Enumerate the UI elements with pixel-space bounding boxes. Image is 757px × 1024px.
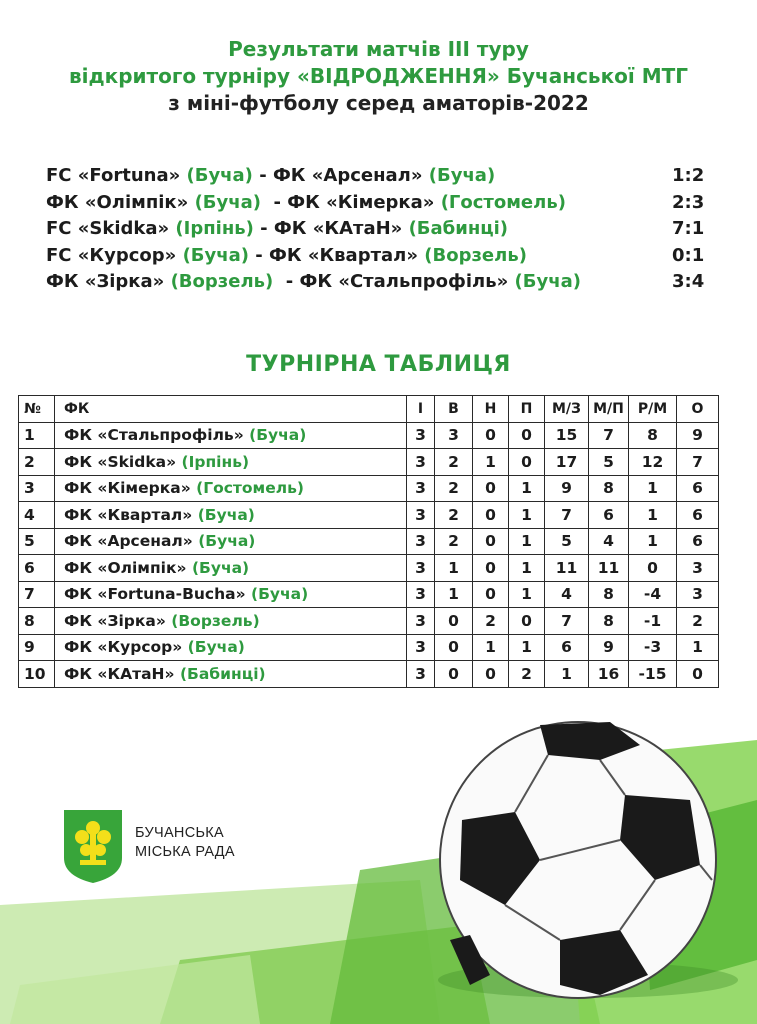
cell-points: 9 [677,422,719,449]
cell-points: 6 [677,475,719,502]
cell-goal-diff: -1 [629,608,677,635]
away-team: ФК «Арсенал» [272,165,423,186]
cell-team [55,555,407,582]
cell-wins: 2 [435,475,473,502]
match-score: 2:3 [672,191,705,213]
match-score: 3:4 [672,271,705,292]
table-row [19,608,719,635]
cell-team [55,449,407,476]
col-header-losses: П [509,396,545,423]
cell-team [55,502,407,529]
col-header-wins: В [435,396,473,423]
away-team: ФК «КАтаН» [273,218,403,239]
team-city: (Буча) [251,585,309,604]
cell-number: 9 [19,634,55,661]
match-score: 0:1 [672,244,705,266]
away-team: ФК «Квартал» [269,244,418,266]
cell-losses: 1 [509,581,545,608]
home-team: FC «Курсор» [46,244,177,266]
cell-wins: 0 [435,661,473,688]
cell-goal-diff: 1 [629,475,677,502]
col-header-team: ФК [55,396,407,423]
cell-draws: 2 [473,608,509,635]
away-city: (Ворзель) [424,244,527,266]
cell-goal-diff: 0 [629,555,677,582]
col-header-goal-diff: Р/М [629,396,677,423]
cell-goals-for: 4 [545,581,589,608]
table-row [19,581,719,608]
cell-points: 0 [677,661,719,688]
cell-number: 7 [19,581,55,608]
home-team: ФК «Олімпік» [46,191,189,213]
cell-losses: 0 [509,608,545,635]
col-header-draws: Н [473,396,509,423]
cell-goals-for: 9 [545,475,589,502]
col-header-goals-for: М/З [545,396,589,423]
cell-goals-against: 7 [589,422,629,449]
team-city: (Буча) [197,505,255,524]
council-name-line1: БУЧАНСЬКА [135,825,225,841]
cell-goal-diff: -3 [629,634,677,661]
away-city: (Буча) [428,165,496,186]
home-team: ФК «Зірка» [46,271,165,292]
table-row [19,555,719,582]
team-city: (Буча) [191,558,250,577]
match-result-row: ФК «Зірка» (Ворзель) - ФК «Стальпрофіль» (Буча) 3:4 [46,269,716,296]
table-row [19,475,719,502]
cell-goals-for: 1 [545,661,589,688]
match-score: 7:1 [672,218,705,239]
cell-draws: 0 [473,422,509,449]
col-header-games: І [407,396,435,423]
cell-points: 1 [677,634,719,661]
match-result-row: ФК «Олімпік» (Буча) - ФК «Кімерка» (Гостомель) 2:3 [46,190,716,217]
away-city: (Буча) [514,271,581,292]
cell-losses: 0 [509,449,545,476]
cell-team [55,581,407,608]
header-title: Результати матчів ІІІ туру [228,37,529,61]
cell-draws: 1 [473,449,509,476]
cell-losses: 2 [509,661,545,688]
header-subtitle: відкритого турніру «ВІДРОДЖЕННЯ» Бучанської МТГ [68,64,689,88]
match-result-row: FC «Skidka» (Ірпінь) - ФК «КАтаН» (Бабинці) 7:1 [46,216,716,243]
cell-number: 8 [19,608,55,635]
table-row [19,528,719,555]
cell-wins: 2 [435,449,473,476]
col-header-goals-against: М/П [589,396,629,423]
cell-points: 6 [677,528,719,555]
cell-team [55,528,407,555]
cell-number: 5 [19,528,55,555]
cell-wins: 1 [435,555,473,582]
cell-losses: 1 [509,475,545,502]
team-name: ФК «Курсор» [64,638,183,657]
page-header [0,36,757,117]
away-city: (Бабинці) [408,218,509,239]
away-city: (Гостомель) [440,191,566,213]
cell-goals-against: 9 [589,634,629,661]
cell-number: 6 [19,555,55,582]
cell-games: 3 [407,581,435,608]
team-city: (Гостомель) [196,479,304,498]
cell-number: 4 [19,502,55,529]
cell-points: 7 [677,449,719,476]
cell-draws: 0 [473,528,509,555]
cell-losses: 1 [509,502,545,529]
cell-goals-for: 15 [545,422,589,449]
away-team: ФК «Кімерка» [287,191,435,213]
team-name: ФК «Арсенал» [64,532,193,551]
cell-number: 10 [19,661,55,688]
cell-games: 3 [407,422,435,449]
cell-draws: 0 [473,475,509,502]
cell-games: 3 [407,449,435,476]
cell-number: 2 [19,449,55,476]
cell-wins: 2 [435,528,473,555]
match-results [46,163,716,296]
cell-goal-diff: 1 [629,502,677,529]
cell-number: 3 [19,475,55,502]
cell-goals-against: 6 [589,502,629,529]
cell-goals-against: 5 [589,449,629,476]
header-subtitle-2: з міні-футболу серед аматорів-2022 [168,91,589,115]
table-row [19,661,719,688]
standings-table [18,395,719,688]
table-row [19,449,719,476]
cell-number: 1 [19,422,55,449]
team-name: ФК «Олімпік» [64,558,187,577]
cell-goal-diff: 12 [629,449,677,476]
match-result-row: FC «Курсор» (Буча) - ФК «Квартал» (Ворзель) 0:1 [46,243,716,270]
team-name: ФК «Кімерка» [64,479,191,498]
cell-goal-diff: -15 [629,661,677,688]
cell-wins: 0 [435,634,473,661]
team-city: (Ірпінь) [181,452,250,471]
home-city: (Буча) [194,191,261,213]
cell-losses: 1 [509,555,545,582]
away-team: ФК «Стальпрофіль» [299,271,509,292]
cell-goals-for: 7 [545,608,589,635]
cell-draws: 1 [473,634,509,661]
cell-goal-diff: 8 [629,422,677,449]
team-city: (Бабинці) [179,664,266,683]
cell-draws: 0 [473,581,509,608]
cell-wins: 0 [435,608,473,635]
cell-goals-against: 8 [589,475,629,502]
cell-goals-for: 11 [545,555,589,582]
cell-goals-for: 7 [545,502,589,529]
cell-wins: 3 [435,422,473,449]
cell-losses: 1 [509,528,545,555]
col-header-number: № [19,396,55,423]
cell-goals-for: 6 [545,634,589,661]
cell-goals-against: 8 [589,581,629,608]
cell-goals-for: 17 [545,449,589,476]
team-name: ФК «Квартал» [64,505,193,524]
match-score: 1:2 [672,165,705,186]
team-name: ФК «Зірка» [64,611,166,630]
team-name: ФК «Skidka» [64,452,177,471]
cell-points: 3 [677,555,719,582]
cell-games: 3 [407,634,435,661]
home-city: (Ірпінь) [175,218,254,239]
table-row [19,634,719,661]
cell-draws: 0 [473,502,509,529]
cell-goal-diff: 1 [629,528,677,555]
cell-points: 3 [677,581,719,608]
cell-losses: 1 [509,634,545,661]
standings-title: ТУРНІРНА ТАБЛИЦЯ [246,352,511,377]
cell-games: 3 [407,528,435,555]
cell-points: 2 [677,608,719,635]
cell-points: 6 [677,502,719,529]
cell-team [55,608,407,635]
cell-games: 3 [407,555,435,582]
home-team: FC «Fortuna» [46,165,181,186]
cell-goals-for: 5 [545,528,589,555]
team-name: ФК «Стальпрофіль» [64,426,244,445]
cell-team [55,634,407,661]
team-city: (Буча) [198,532,256,551]
team-city: (Буча) [249,426,307,445]
cell-draws: 0 [473,555,509,582]
council-name [135,824,235,862]
home-team: FC «Skidka» [46,218,170,239]
cell-wins: 1 [435,581,473,608]
cell-team [55,475,407,502]
cell-losses: 0 [509,422,545,449]
cell-team [55,422,407,449]
home-city: (Буча) [182,244,249,266]
table-row [19,502,719,529]
home-city: (Ворзель) [170,271,274,292]
cell-games: 3 [407,502,435,529]
cell-games: 3 [407,475,435,502]
council-name-line2: МІСЬКА РАДА [135,844,235,860]
cell-wins: 2 [435,502,473,529]
cell-team [55,661,407,688]
home-city: (Буча) [186,165,253,186]
table-header-row [19,396,719,423]
cell-goal-diff: -4 [629,581,677,608]
cell-goals-against: 16 [589,661,629,688]
cell-goals-against: 8 [589,608,629,635]
cell-draws: 0 [473,661,509,688]
team-city: (Ворзель) [171,611,260,630]
col-header-points: О [677,396,719,423]
table-row [19,422,719,449]
cell-games: 3 [407,608,435,635]
team-city: (Буча) [187,638,245,657]
cell-goals-against: 11 [589,555,629,582]
council-logo-icon [62,806,124,884]
team-name: ФК «Fortuna-Bucha» [64,585,246,604]
cell-goals-against: 4 [589,528,629,555]
team-name: ФК «КАтаН» [64,664,175,683]
match-result-row: FC «Fortuna» (Буча) - ФК «Арсенал» (Буча) 1:2 [46,163,716,190]
cell-games: 3 [407,661,435,688]
